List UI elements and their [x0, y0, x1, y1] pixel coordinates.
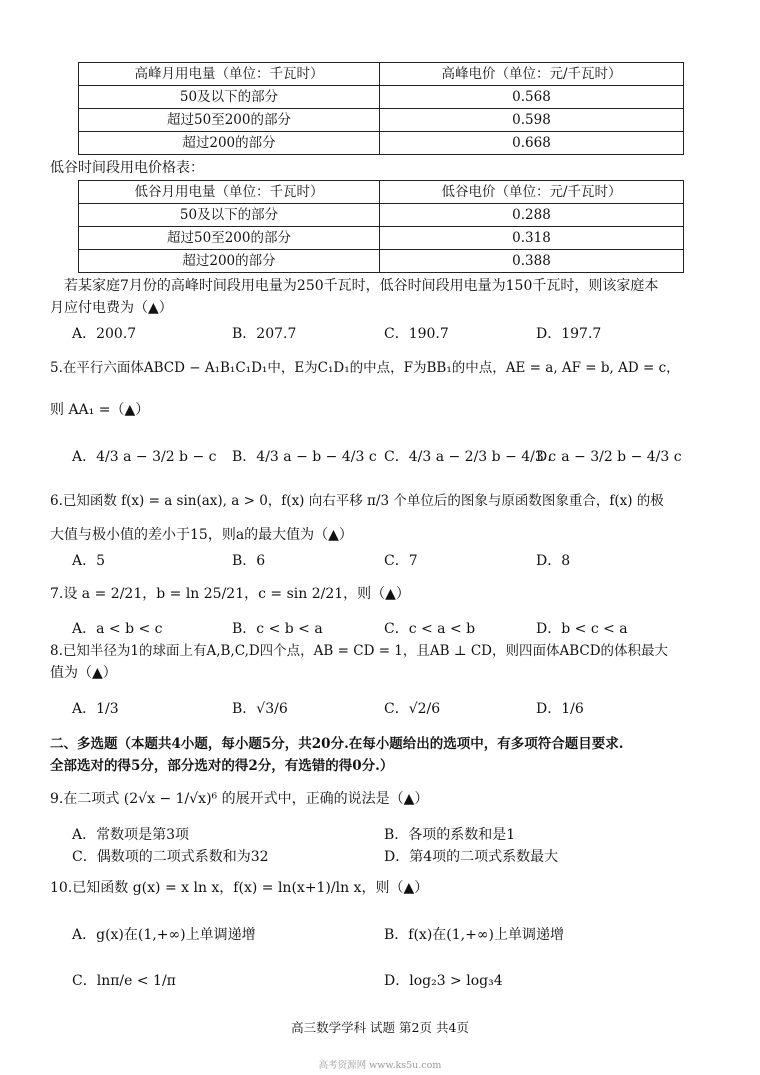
table-cell: 超过200的部分 [79, 132, 380, 155]
section2-heading-line1: 二、多选题（本题共4小题，每小题5分，共20分.在每小题给出的选项中，有多项符合题目要求. [50, 736, 624, 752]
table-cell: 超过200的部分 [79, 250, 380, 273]
q4-text-line1: 若某家庭7月份的高峰时间段用电量为250千瓦时，低谷时间段用电量为150千瓦时，则该家庭本 [64, 278, 659, 294]
q6-option-a: A．5 [72, 553, 106, 569]
page-footer: 高三数学学科 试题 第2页 共4页 [291, 1020, 469, 1035]
q10-text-line1: 10.已知函数 g(x) = x ln x，f(x) = ln(x+1)/ln x，则（▲） [50, 880, 429, 896]
q4-text-line2: 月应付电费为（▲） [50, 300, 173, 316]
peak-price-table [78, 62, 684, 155]
table-cell: 0.668 [380, 132, 684, 155]
table-header-row [79, 181, 684, 204]
q5-text-line1: 5.在平行六面体ABCD − A₁B₁C₁D₁中，E为C₁D₁的中点，F为BB₁的中点，AE = a, AF = b, AD = c， [50, 360, 680, 376]
q5-option-c: C．4/3 a − 2/3 b − 4/3 c [384, 449, 557, 465]
q5-option-b: B．4/3 a − b − 4/3 c [232, 449, 377, 465]
table-cell: 0.598 [380, 109, 684, 132]
table-row [79, 227, 684, 250]
q9-option-a: A．常数项是第3项 [72, 827, 190, 843]
table-cell: 0.288 [380, 204, 684, 227]
table-header-cell: 高峰电价（单位：元/千瓦时） [380, 63, 684, 86]
q10-option-c: C．lnπ/e < 1/π [72, 973, 176, 989]
q8-text-line2: 值为（▲） [50, 665, 117, 681]
q5-option-a: A．4/3 a − 3/2 b − c [72, 449, 217, 465]
q9-text-line1: 9.在二项式 (2√x − 1/√x)⁶ 的展开式中，正确的说法是（▲） [50, 791, 429, 807]
q8-option-c: C．√2/6 [384, 701, 441, 717]
table-row [79, 204, 684, 227]
table-header-cell: 高峰月用电量（单位：千瓦时） [79, 63, 380, 86]
q6-option-c: C．7 [384, 553, 418, 569]
q8-option-b: B．√3/6 [232, 701, 288, 717]
q7-option-b: B．c < b < a [232, 621, 323, 637]
table-header-row [79, 63, 684, 86]
valley-price-table [78, 180, 684, 273]
table-row [79, 132, 684, 155]
q8-option-d: D．1/6 [536, 701, 584, 717]
q9-option-b: B．各项的系数和是1 [384, 827, 516, 843]
q7-option-a: A．a < b < c [72, 621, 163, 637]
table-header-cell: 低谷月用电量（单位：千瓦时） [79, 181, 380, 204]
q7-option-c: C．c < a < b [384, 621, 476, 637]
q10-option-b: B．f(x)在(1,+∞)上单调递增 [384, 927, 564, 943]
q4-option-d: D．197.7 [536, 326, 602, 342]
q6-option-b: B．6 [232, 553, 266, 569]
q4-option-c: C．190.7 [384, 326, 449, 342]
section2-heading-line2: 全部选对的得5分，部分选对的得2分，有选错的得0分.） [50, 758, 394, 774]
q5-option-d: D．a − 3/2 b − 4/3 c [536, 449, 682, 465]
table-cell: 50及以下的部分 [79, 204, 380, 227]
q4-option-b: B．207.7 [232, 326, 297, 342]
q5-text-line2: 则 AA₁ =（▲） [50, 402, 150, 418]
watermark: 高考资源网 www.ks5u.com [318, 1060, 442, 1071]
table-cell: 0.568 [380, 86, 684, 109]
q9-option-c: C．偶数项的二项式系数和为32 [72, 849, 269, 865]
q9-option-d: D．第4项的二项式系数最大 [384, 849, 559, 865]
table-cell: 0.388 [380, 250, 684, 273]
q4-option-a: A．200.7 [72, 326, 137, 342]
table-row [79, 109, 684, 132]
table-cell: 50及以下的部分 [79, 86, 380, 109]
q7-text-line1: 7.设 a = 2/21，b = ln 25/21，c = sin 2/21，则（▲） [50, 586, 410, 602]
q6-text-line2: 大值与极小值的差小于15，则a的最大值为（▲） [50, 527, 353, 543]
valley-table-caption: 低谷时间段用电价格表： [50, 160, 204, 176]
table-cell: 0.318 [380, 227, 684, 250]
table-row [79, 250, 684, 273]
table-header-cell: 低谷电价（单位：元/千瓦时） [380, 181, 684, 204]
q10-option-d: D．log₂3 > log₃4 [384, 973, 503, 989]
table-row [79, 86, 684, 109]
q8-text-line1: 8.已知半径为1的球面上有A,B,C,D四个点，AB = CD = 1，且AB ⊥ CD，则四面体ABCD的体积最大 [50, 643, 669, 659]
q10-option-a: A．g(x)在(1,+∞)上单调递增 [72, 927, 256, 943]
table-cell: 超过50至200的部分 [79, 109, 380, 132]
q6-text-line1: 6.已知函数 f(x) = a sin(ax), a > 0，f(x) 向右平移 π/3 个单位后的图象与原函数图象重合，f(x) 的极 [50, 493, 664, 509]
q6-option-d: D．8 [536, 553, 571, 569]
table-cell: 超过50至200的部分 [79, 227, 380, 250]
q8-option-a: A．1/3 [72, 701, 119, 717]
q7-option-d: D．b < c < a [536, 621, 628, 637]
